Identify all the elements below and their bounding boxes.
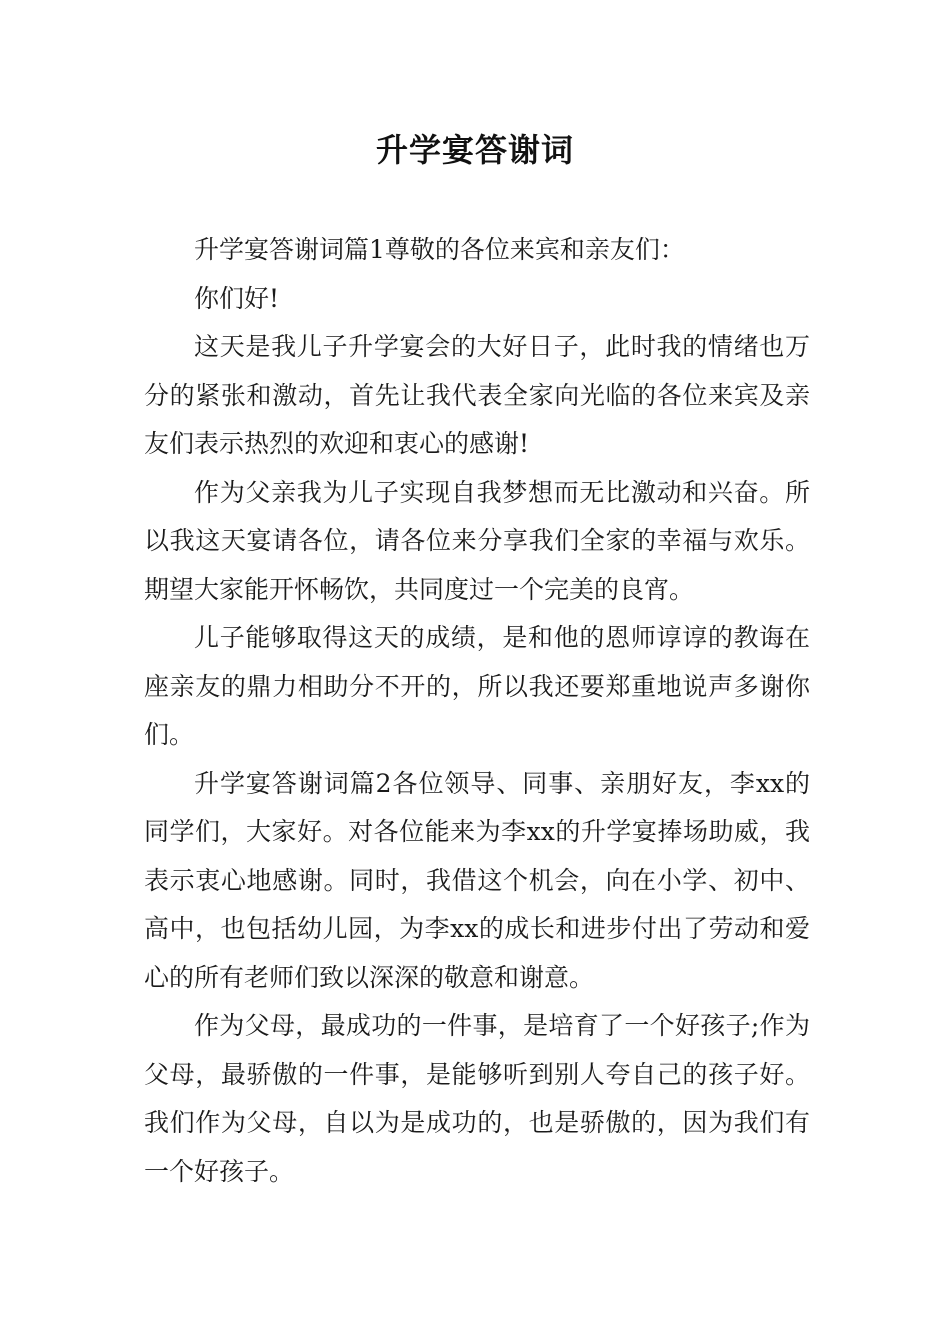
paragraph-greeting: 你们好! [194, 283, 280, 313]
paragraph-thanks-teachers: 儿子能够取得这天的成绩，是和他的恩师谆谆的教诲在座亲友的鼎力相助分不开的，所以我还要郑重地说声多谢你们。 [144, 623, 810, 749]
paragraph-speech-two: 升学宴答谢词篇2各位领导、同事、亲朋好友，李xx的同学们，大家好。对各位能来为李xx的升学宴捧场助威，我表示衷心地感谢。同时，我借这个机会，向在小学、初中、高中，也包括幼儿园，为李xx的成长和进步付出了劳动和爱心的所有老师们致以深深的敬意和谢意。 [144, 768, 810, 992]
paragraph-welcome: 这天是我儿子升学宴会的大好日子，此时我的情绪也万分的紧张和激动，首先让我代表全家向光临的各位来宾及亲友们表示热烈的欢迎和衷心的感谢! [144, 332, 810, 458]
document-title: 升学宴答谢词 [375, 131, 574, 169]
paragraph-salutation: 升学宴答谢词篇1尊敬的各位来宾和亲友们： [194, 235, 685, 264]
document-body [144, 226, 810, 1196]
paragraph-parents: 作为父母，最成功的一件事，是培育了一个好孩子;作为父母，最骄傲的一件事，是能够听到别人夸自己的孩子好。我们作为父母，自以为是成功的，也是骄傲的，因为我们有一个好孩子。 [144, 1011, 810, 1186]
paragraph-father: 作为父亲我为儿子实现自我梦想而无比激动和兴奋。所以我这天宴请各位，请各位来分享我们全家的幸福与欢乐。期望大家能开怀畅饮，共同度过一个完美的良宵。 [144, 477, 810, 604]
